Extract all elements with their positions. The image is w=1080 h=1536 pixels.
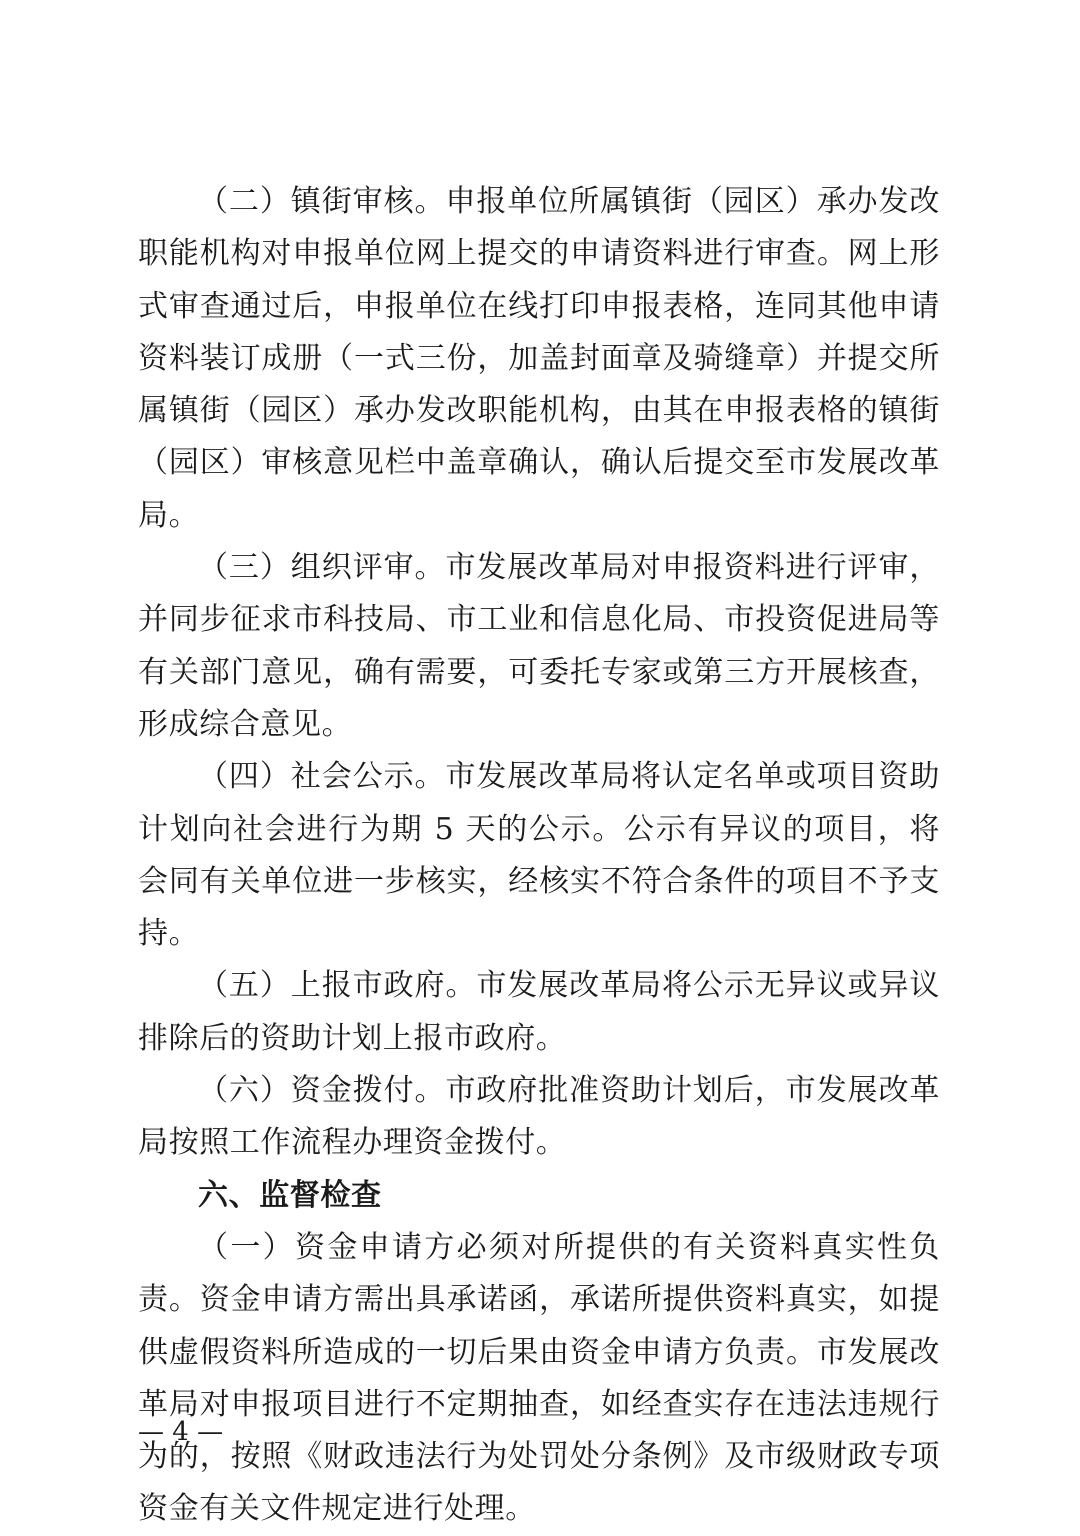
paragraph-public-notice: （四）社会公示。市发展改革局将认定名单或项目资助计划向社会进行为期 5 天的公示。公示有异议的项目，将会同有关单位进一步核实，经核实不符合条件的项目不予支持。 xyxy=(138,759,940,952)
section-heading-supervision: 六、监督检查 xyxy=(198,1177,382,1213)
paragraph-organize-review: （三）组织评审。市发展改革局对申报资料进行评审，并同步征求市科技局、市工业和信息化局、市投资促进局等有关部门意见，确有需要，可委托专家或第三方开展核查，形成综合意见。 xyxy=(138,550,940,742)
document-body xyxy=(138,176,940,1536)
paragraph-fund-allocation: （六）资金拨付。市政府批准资助计划后，市发展改革局按照工作流程办理资金拨付。 xyxy=(138,1073,940,1161)
paragraph-town-review: （二）镇街审核。申报单位所属镇街（园区）承办发改职能机构对申报单位网上提交的申请资料进行审查。网上形式审查通过后，申报单位在线打印申报表格，连同其他申请资料装订成册（一式三份，加盖封面章及骑缝章）并提交所属镇街（园区）承办发改职能机构，由其在申报表格的镇街（园区）审核意见栏中盖章确认，确认后提交至市发展改革局。 xyxy=(138,184,940,533)
paragraph-applicant-responsibility: （一）资金申请方必须对所提供的有关资料真实性负责。资金申请方需出具承诺函，承诺所提供资料真实，如提供虚假资料所造成的一切后果由资金申请方负责。市发展改革局对申报项目进行不定期抽查，如经查实存在违法违规行为的，按照《财政违法行为处罚处分条例》及市级财政专项资金有关文件规定进行处理。 xyxy=(138,1229,940,1527)
paragraph-report-government: （五）上报市政府。市发展改革局将公示无异议或异议排除后的资助计划上报市政府。 xyxy=(138,968,940,1056)
page-number: — 4 — xyxy=(138,1417,224,1447)
